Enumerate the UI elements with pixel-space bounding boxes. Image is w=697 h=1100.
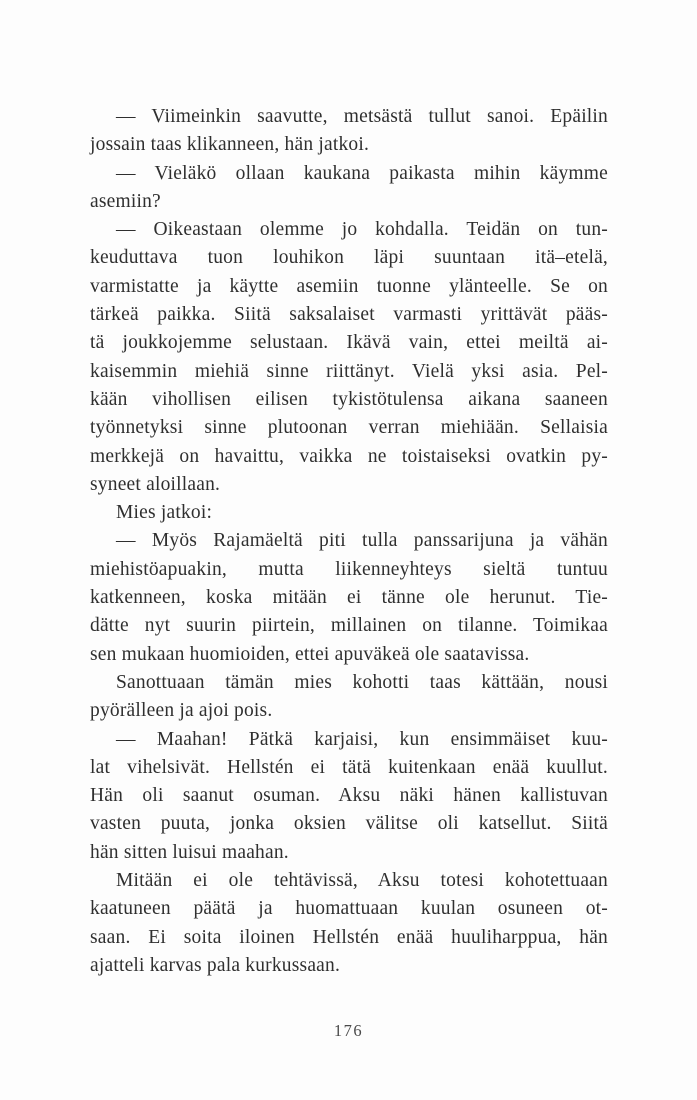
- text-line: lat vihelsivät. Hellstén ei tätä kuitenkaan enää kuullut.: [90, 756, 608, 778]
- text-line: varmistatte ja käytte asemiin tuonne ylänteelle. Se on: [90, 275, 608, 297]
- text-line: — Vieläkö ollaan kaukana paikasta mihin käymme: [116, 162, 608, 184]
- text-line: miehistöapuakin, mutta liikenneyhteys sieltä tuntuu: [90, 558, 608, 580]
- text-line: Hän oli saanut osuman. Aksu näki hänen kallistuvan: [90, 785, 608, 807]
- page-number: 176: [333, 1021, 364, 1040]
- page-text: [90, 103, 608, 980]
- text-line: kaatuneen päätä ja huomattuaan kuulan osuneen ot-: [90, 898, 608, 920]
- text-line: jossain taas klikanneen, hän jatkoi.: [90, 134, 370, 156]
- text-line: asemiin?: [90, 190, 161, 212]
- text-line: tärkeä paikka. Siitä saksalaiset varmasti yrittävät pääs-: [90, 304, 608, 326]
- text-line: työnnetyksi sinne plutoonan verran miehiään. Sellaisia: [90, 417, 608, 439]
- text-line: — Maahan! Pätkä karjaisi, kun ensimmäiset kuu-: [116, 728, 608, 750]
- text-line: tä joukkojemme selustaan. Ikävä vain, ettei meiltä ai-: [90, 332, 608, 354]
- text-line: pyörälleen ja ajoi pois.: [90, 700, 273, 722]
- text-line: ajatteli karvas pala kurkussaan.: [90, 954, 341, 976]
- text-line: merkkejä on havaittu, vaikka ne toistaiseksi ovatkin py-: [90, 445, 608, 467]
- text-line: — Viimeinkin saavutte, metsästä tullut sanoi. Epäilin: [116, 106, 608, 127]
- text-line: kään vihollisen eilisen tykistötulensa aikana saaneen: [90, 388, 608, 410]
- text-line: saan. Ei soita iloinen Hellstén enää huuliharppua, hän: [90, 926, 608, 948]
- text-line: katkenneen, koska mitään ei tänne ole herunut. Tie-: [90, 587, 608, 609]
- text-line: syneet aloillaan.: [90, 473, 221, 495]
- text-line: — Oikeastaan olemme jo kohdalla. Teidän on tun-: [116, 219, 608, 241]
- text-line: Sanottuaan tämän mies kohotti taas kättään, nousi: [116, 671, 608, 693]
- text-line: kaisemmin miehiä sinne riittänyt. Vielä yksi asia. Pel-: [90, 360, 608, 382]
- text-line: dätte nyt suurin piirtein, millainen on tilanne. Toimikaa: [90, 615, 608, 637]
- text-line: keuduttava tuon louhikon läpi suuntaan itä–etelä,: [90, 247, 608, 269]
- text-line: vasten puuta, jonka oksien välitse oli katsellut. Siitä: [90, 813, 608, 835]
- text-line: Mies jatkoi:: [116, 502, 213, 524]
- text-line: hän sitten luisui maahan.: [90, 841, 289, 863]
- text-line: — Myös Rajamäeltä piti tulla panssarijuna ja vähän: [116, 530, 608, 552]
- text-line: Mitään ei ole tehtävissä, Aksu totesi kohotettuaan: [116, 870, 608, 892]
- text-line: sen mukaan huomioiden, ettei apuväkeä ole saatavissa.: [90, 643, 530, 665]
